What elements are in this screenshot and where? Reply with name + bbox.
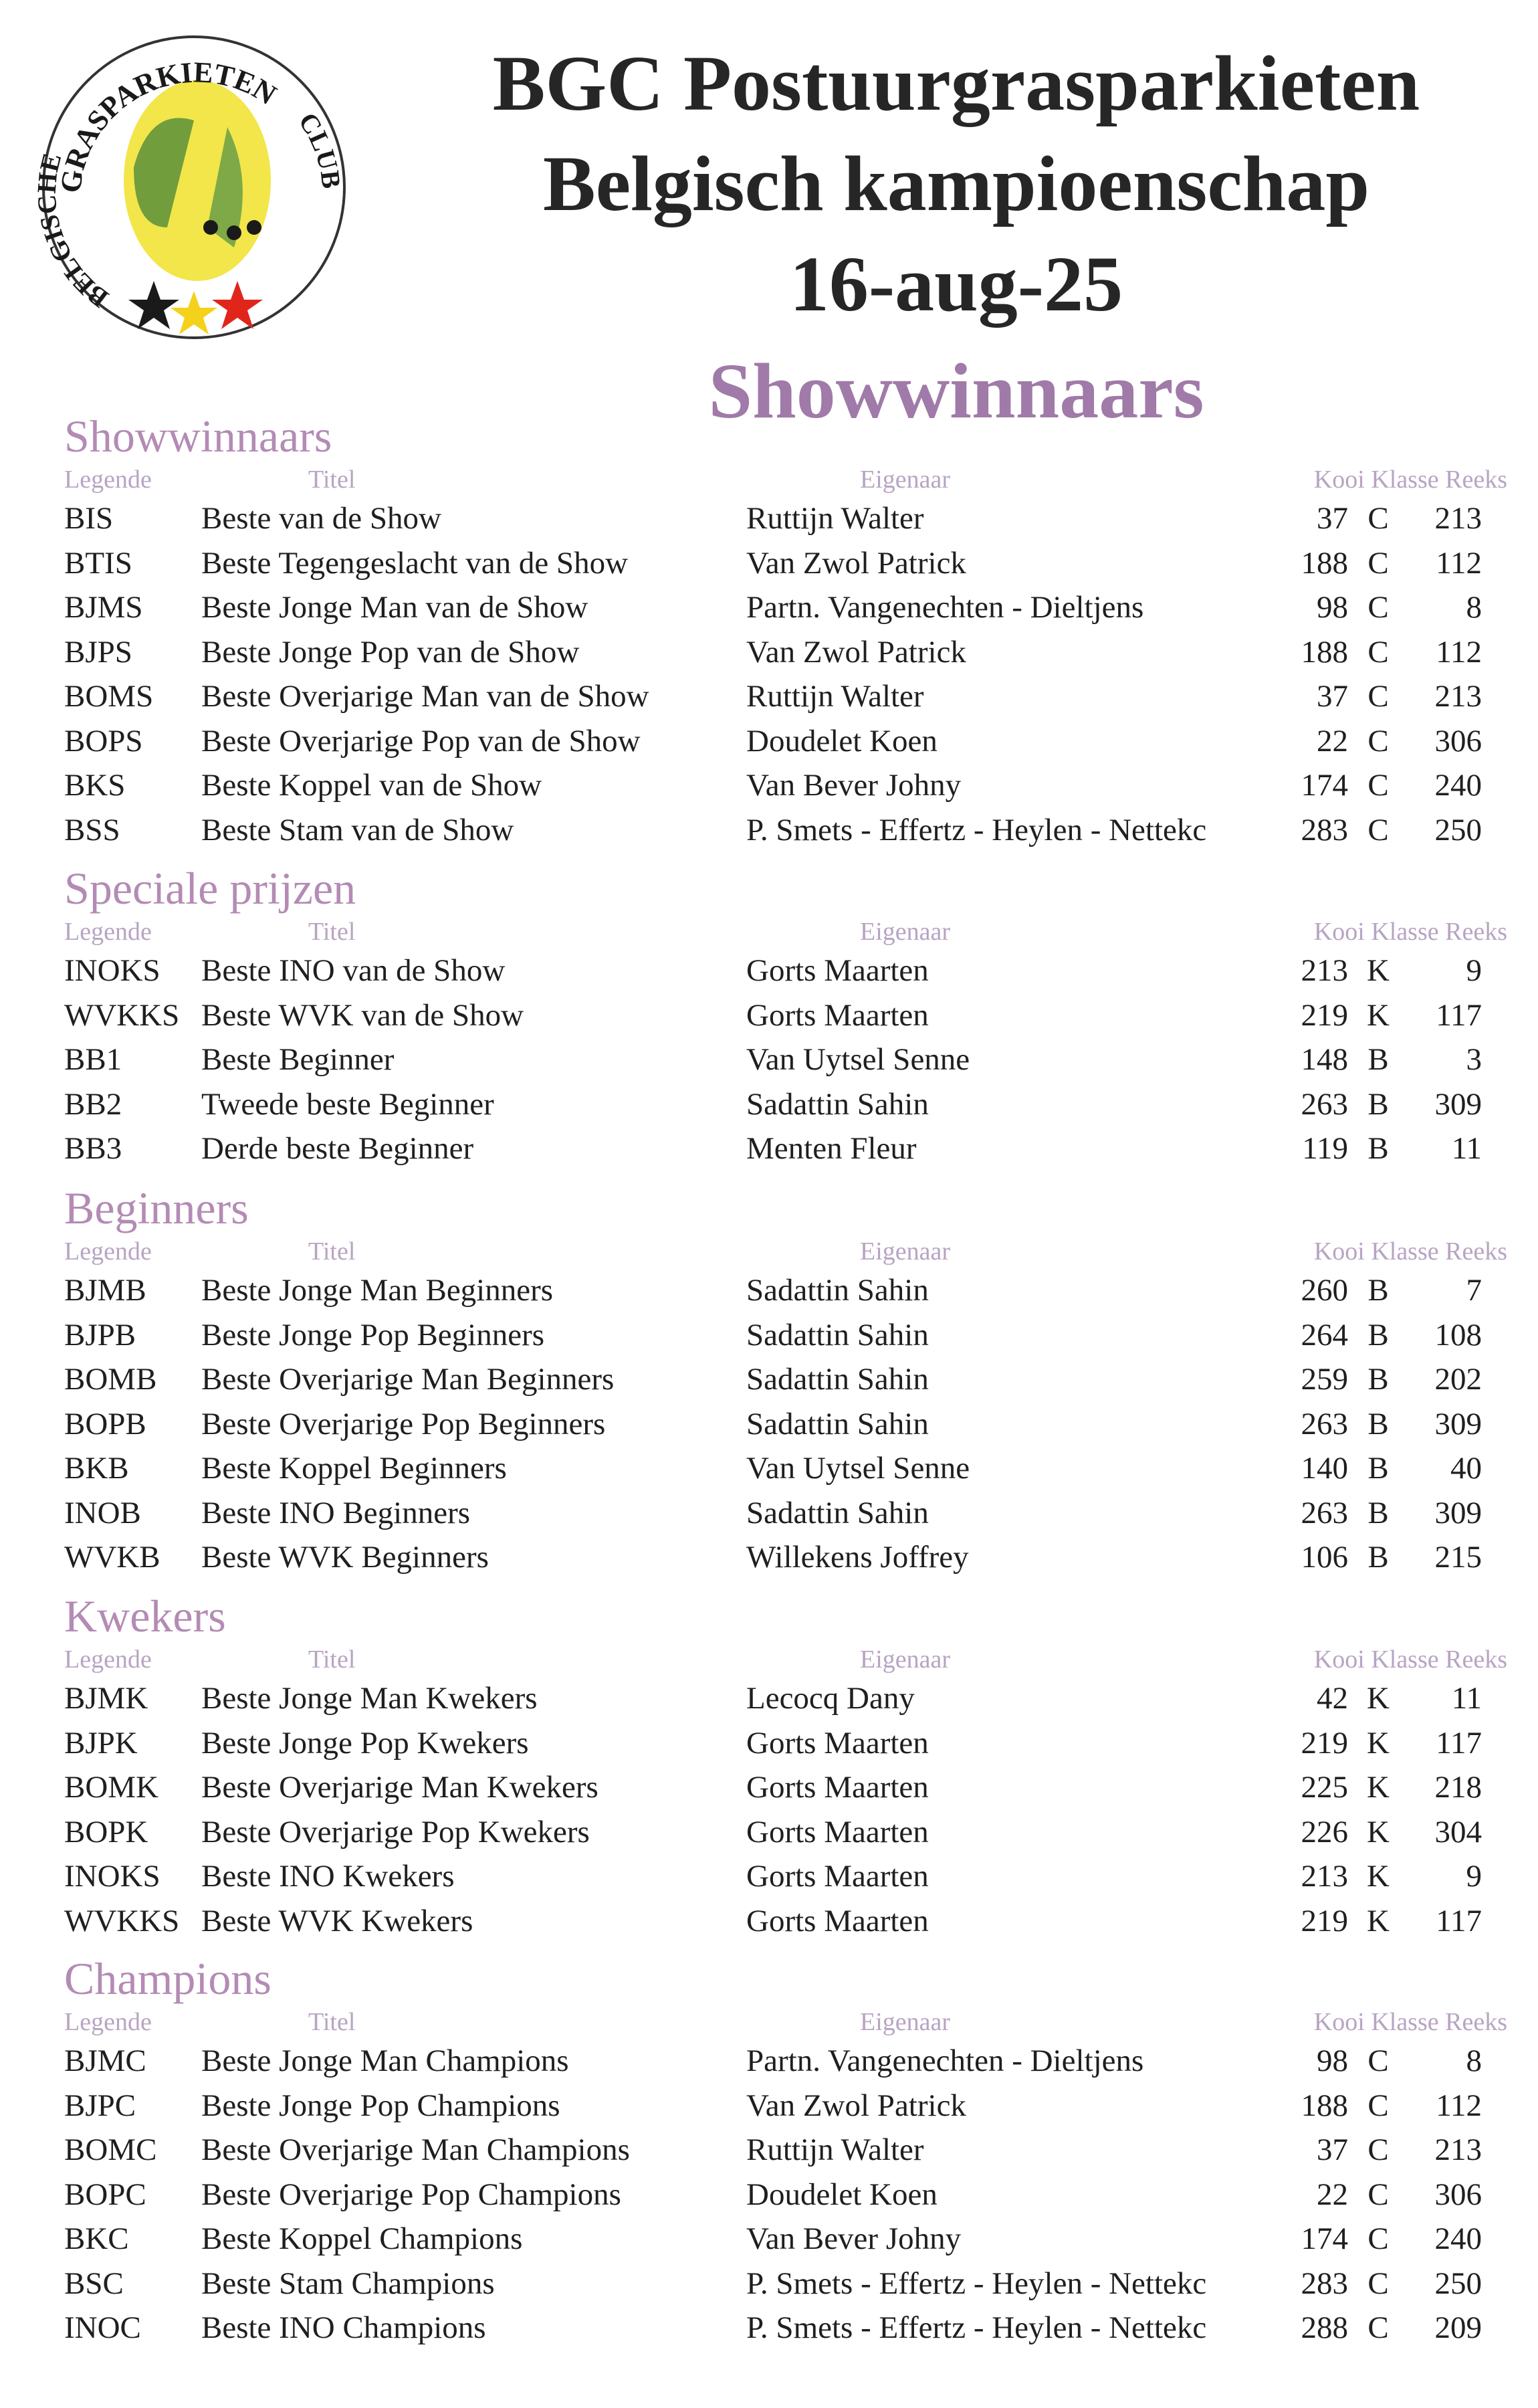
section-title: Showwinnaars bbox=[64, 411, 332, 462]
row-code: BOPK bbox=[64, 1814, 148, 1849]
table-row bbox=[64, 719, 1509, 764]
row-titel: Beste Koppel van de Show bbox=[201, 768, 542, 803]
row-reeks: 117 bbox=[1436, 997, 1482, 1033]
row-reeks: 240 bbox=[1434, 768, 1482, 803]
row-klasse: B bbox=[1367, 1451, 1389, 1486]
row-code: BKB bbox=[64, 1451, 129, 1486]
row-reeks: 306 bbox=[1434, 2177, 1482, 2212]
table-row bbox=[64, 541, 1509, 586]
row-titel: Beste Overjarige Pop van de Show bbox=[201, 723, 641, 759]
row-kooi: 98 bbox=[1317, 2043, 1348, 2078]
row-reeks: 209 bbox=[1434, 2310, 1482, 2345]
row-reeks: 108 bbox=[1434, 1317, 1482, 1352]
row-eigenaar: Gorts Maarten bbox=[746, 1814, 929, 1849]
col-kooi-klasse-reeks: Kooi Klasse Reeks bbox=[1313, 918, 1507, 946]
section-showwinnaars bbox=[64, 409, 1509, 852]
row-eigenaar: Gorts Maarten bbox=[746, 997, 929, 1033]
row-kooi: 263 bbox=[1301, 1406, 1348, 1441]
row-titel: Beste Overjarige Man van de Show bbox=[201, 679, 649, 714]
row-kooi: 283 bbox=[1301, 812, 1348, 847]
row-kooi: 22 bbox=[1317, 723, 1348, 759]
row-kooi: 283 bbox=[1301, 2266, 1348, 2301]
row-kooi: 263 bbox=[1301, 1086, 1348, 1122]
logo-text-top: GRASPARKIETEN bbox=[53, 56, 282, 195]
row-klasse: K bbox=[1367, 1681, 1390, 1716]
row-klasse: K bbox=[1367, 1770, 1390, 1805]
section-kwekers bbox=[64, 1589, 1509, 1943]
row-klasse: C bbox=[1367, 812, 1389, 847]
logo-text-right: CLUB bbox=[292, 107, 347, 191]
row-titel: Beste Stam van de Show bbox=[201, 812, 514, 847]
section-title: Beginners bbox=[64, 1183, 249, 1233]
row-code: BJMB bbox=[64, 1273, 146, 1308]
row-kooi: 22 bbox=[1317, 2177, 1348, 2212]
budgerigar-logo-icon bbox=[33, 27, 354, 348]
row-klasse: C bbox=[1367, 768, 1389, 803]
page-subtitle: Showwinnaars bbox=[708, 347, 1204, 435]
row-kooi: 226 bbox=[1301, 1814, 1348, 1849]
row-titel: Beste Overjarige Pop Beginners bbox=[201, 1406, 606, 1441]
row-kooi: 174 bbox=[1301, 2221, 1348, 2256]
table-row bbox=[64, 2173, 1509, 2217]
row-titel: Beste WVK Beginners bbox=[201, 1540, 489, 1575]
row-eigenaar: Van Zwol Patrick bbox=[746, 2088, 966, 2123]
row-klasse: B bbox=[1367, 1362, 1389, 1397]
table-row bbox=[64, 1765, 1509, 1810]
row-klasse: B bbox=[1367, 1086, 1389, 1122]
table-row bbox=[64, 1126, 1509, 1171]
table-row bbox=[64, 1082, 1509, 1127]
row-kooi: 119 bbox=[1302, 1131, 1348, 1166]
row-eigenaar: Van Uytsel Senne bbox=[746, 1451, 970, 1486]
row-titel: Derde beste Beginner bbox=[201, 1131, 474, 1166]
table-row bbox=[64, 585, 1509, 630]
row-eigenaar: Doudelet Koen bbox=[746, 2177, 938, 2212]
table-row bbox=[64, 808, 1509, 853]
row-titel: Beste van de Show bbox=[201, 501, 441, 536]
table-row bbox=[64, 1037, 1509, 1082]
club-logo bbox=[33, 27, 354, 348]
row-kooi: 98 bbox=[1317, 590, 1348, 625]
row-titel: Beste Stam Champions bbox=[201, 2266, 495, 2301]
row-titel: Beste WVK van de Show bbox=[201, 997, 524, 1033]
section-title: Speciale prijzen bbox=[64, 863, 356, 914]
row-eigenaar: Lecocq Dany bbox=[746, 1681, 915, 1716]
row-code: BJPK bbox=[64, 1725, 138, 1761]
row-reeks: 309 bbox=[1434, 1086, 1482, 1122]
row-eigenaar: P. Smets - Effertz - Heylen - Nettekc bbox=[746, 812, 1207, 847]
col-titel: Titel bbox=[308, 918, 356, 946]
col-titel: Titel bbox=[308, 2008, 356, 2036]
row-code: BJPC bbox=[64, 2088, 136, 2123]
row-code: BSC bbox=[64, 2266, 124, 2301]
row-kooi: 213 bbox=[1301, 1859, 1348, 1894]
row-reeks: 3 bbox=[1466, 1042, 1482, 1077]
row-klasse: C bbox=[1367, 501, 1389, 536]
row-reeks: 309 bbox=[1434, 1406, 1482, 1441]
row-code: BJMS bbox=[64, 590, 143, 625]
row-klasse: C bbox=[1367, 2132, 1389, 2167]
col-titel: Titel bbox=[308, 466, 356, 494]
row-eigenaar: Ruttijn Walter bbox=[746, 679, 924, 714]
row-reeks: 11 bbox=[1451, 1681, 1482, 1716]
row-code: BOPC bbox=[64, 2177, 146, 2212]
row-reeks: 112 bbox=[1436, 2088, 1482, 2123]
row-eigenaar: Van Bever Johny bbox=[746, 768, 962, 803]
section-speciale-prijzen bbox=[64, 862, 1509, 1171]
row-reeks: 309 bbox=[1434, 1495, 1482, 1530]
table-row bbox=[64, 2128, 1509, 2173]
row-titel: Beste Koppel Champions bbox=[201, 2221, 523, 2256]
row-eigenaar: Menten Fleur bbox=[746, 1131, 917, 1166]
row-titel: Beste WVK Kwekers bbox=[201, 1903, 473, 1938]
table-row bbox=[64, 1402, 1509, 1447]
row-titel: Beste Overjarige Pop Champions bbox=[201, 2177, 621, 2212]
row-titel: Beste Overjarige Man Champions bbox=[201, 2132, 630, 2167]
row-titel: Beste Jonge Pop van de Show bbox=[201, 634, 580, 670]
row-kooi: 219 bbox=[1301, 997, 1348, 1033]
section-title: Champions bbox=[64, 1953, 271, 2004]
row-code: BOPB bbox=[64, 1406, 146, 1441]
row-eigenaar: Van Zwol Patrick bbox=[746, 545, 966, 581]
table-row bbox=[64, 2217, 1509, 2262]
row-klasse: C bbox=[1367, 2221, 1389, 2256]
row-klasse: C bbox=[1367, 2043, 1389, 2078]
row-code: BKC bbox=[64, 2221, 129, 2256]
row-klasse: C bbox=[1367, 723, 1389, 759]
row-titel: Beste Jonge Pop Beginners bbox=[201, 1317, 545, 1352]
row-eigenaar: P. Smets - Effertz - Heylen - Nettekc bbox=[746, 2310, 1207, 2345]
row-reeks: 112 bbox=[1436, 545, 1482, 581]
row-code: BSS bbox=[64, 812, 120, 847]
row-titel: Beste Jonge Man Kwekers bbox=[201, 1681, 538, 1716]
col-kooi-klasse-reeks: Kooi Klasse Reeks bbox=[1313, 2008, 1507, 2036]
section-title: Kwekers bbox=[64, 1591, 226, 1641]
row-eigenaar: Gorts Maarten bbox=[746, 1725, 929, 1761]
table-row bbox=[64, 1854, 1509, 1899]
row-kooi: 37 bbox=[1317, 679, 1348, 714]
col-kooi-klasse-reeks: Kooi Klasse Reeks bbox=[1313, 1645, 1507, 1674]
table-row bbox=[64, 496, 1509, 541]
row-reeks: 7 bbox=[1466, 1273, 1482, 1308]
row-kooi: 37 bbox=[1317, 2132, 1348, 2167]
row-eigenaar: Partn. Vangenechten - Dieltjens bbox=[746, 590, 1144, 625]
row-eigenaar: Partn. Vangenechten - Dieltjens bbox=[746, 2043, 1144, 2078]
row-klasse: C bbox=[1367, 634, 1389, 670]
row-code: BJPB bbox=[64, 1317, 136, 1352]
row-klasse: K bbox=[1367, 997, 1390, 1033]
row-kooi: 264 bbox=[1301, 1317, 1348, 1352]
table-row bbox=[64, 1535, 1509, 1580]
row-code: INOKS bbox=[64, 953, 160, 988]
row-reeks: 8 bbox=[1466, 2043, 1482, 2078]
row-reeks: 117 bbox=[1436, 1903, 1482, 1938]
col-titel: Titel bbox=[308, 1237, 356, 1266]
row-kooi: 37 bbox=[1317, 501, 1348, 536]
table-row bbox=[64, 2306, 1509, 2350]
row-code: BKS bbox=[64, 768, 126, 803]
row-eigenaar: Van Uytsel Senne bbox=[746, 1042, 970, 1077]
row-kooi: 225 bbox=[1301, 1770, 1348, 1805]
row-code: INOB bbox=[64, 1495, 141, 1530]
row-titel: Beste Jonge Man Beginners bbox=[201, 1273, 554, 1308]
row-titel: Beste Overjarige Pop Kwekers bbox=[201, 1814, 590, 1849]
row-titel: Tweede beste Beginner bbox=[201, 1086, 494, 1122]
page-date: 16-aug-25 bbox=[789, 240, 1123, 328]
col-titel: Titel bbox=[308, 1645, 356, 1674]
col-legende: Legende bbox=[64, 1237, 152, 1266]
row-kooi: 174 bbox=[1301, 768, 1348, 803]
row-titel: Beste Jonge Man van de Show bbox=[201, 590, 588, 625]
table-row bbox=[64, 1676, 1509, 1721]
row-reeks: 215 bbox=[1434, 1540, 1482, 1575]
row-klasse: C bbox=[1367, 2088, 1389, 2123]
row-titel: Beste Overjarige Man Kwekers bbox=[201, 1770, 598, 1805]
row-kooi: 188 bbox=[1301, 634, 1348, 670]
row-reeks: 304 bbox=[1434, 1814, 1482, 1849]
row-code: INOC bbox=[64, 2310, 141, 2345]
row-titel: Beste Beginner bbox=[201, 1042, 395, 1077]
row-eigenaar: Sadattin Sahin bbox=[746, 1362, 929, 1397]
row-titel: Beste INO Champions bbox=[201, 2310, 486, 2345]
row-kooi: 260 bbox=[1301, 1273, 1348, 1308]
row-code: BJPS bbox=[64, 634, 132, 670]
table-row bbox=[64, 2262, 1509, 2306]
row-kooi: 106 bbox=[1301, 1540, 1348, 1575]
row-reeks: 202 bbox=[1434, 1362, 1482, 1397]
row-kooi: 188 bbox=[1301, 545, 1348, 581]
col-legende: Legende bbox=[64, 918, 152, 946]
row-reeks: 112 bbox=[1436, 634, 1482, 670]
row-klasse: B bbox=[1367, 1317, 1389, 1352]
col-eigenaar: Eigenaar bbox=[860, 2008, 951, 2036]
row-titel: Beste Koppel Beginners bbox=[201, 1451, 507, 1486]
col-eigenaar: Eigenaar bbox=[860, 1237, 951, 1266]
row-code: BB3 bbox=[64, 1131, 122, 1166]
row-kooi: 188 bbox=[1301, 2088, 1348, 2123]
row-titel: Beste Jonge Man Champions bbox=[201, 2043, 569, 2078]
row-reeks: 8 bbox=[1466, 590, 1482, 625]
row-eigenaar: Gorts Maarten bbox=[746, 953, 929, 988]
row-code: WVKB bbox=[64, 1540, 160, 1575]
row-reeks: 11 bbox=[1451, 1131, 1482, 1166]
table-row bbox=[64, 948, 1509, 993]
row-reeks: 250 bbox=[1434, 2266, 1482, 2301]
row-eigenaar: Sadattin Sahin bbox=[746, 1495, 929, 1530]
table-row bbox=[64, 2084, 1509, 2128]
logo-text-left: BELGISCHE bbox=[33, 150, 114, 314]
row-code: BJMK bbox=[64, 1681, 148, 1716]
row-titel: Beste INO Kwekers bbox=[201, 1859, 455, 1894]
col-kooi-klasse-reeks: Kooi Klasse Reeks bbox=[1313, 1237, 1507, 1266]
row-klasse: K bbox=[1367, 1725, 1390, 1761]
table-row bbox=[64, 1721, 1509, 1766]
table-row bbox=[64, 630, 1509, 675]
row-reeks: 117 bbox=[1436, 1725, 1482, 1761]
row-eigenaar: Willekens Joffrey bbox=[746, 1540, 969, 1575]
row-eigenaar: Gorts Maarten bbox=[746, 1859, 929, 1894]
table-row bbox=[64, 1491, 1509, 1536]
row-code: BOMS bbox=[64, 679, 154, 714]
row-kooi: 263 bbox=[1301, 1495, 1348, 1530]
row-titel: Beste INO Beginners bbox=[201, 1495, 471, 1530]
row-eigenaar: Doudelet Koen bbox=[746, 723, 938, 759]
row-code: BB2 bbox=[64, 1086, 122, 1122]
table-row bbox=[64, 2039, 1509, 2084]
row-klasse: C bbox=[1367, 2266, 1389, 2301]
row-reeks: 250 bbox=[1434, 812, 1482, 847]
row-kooi: 213 bbox=[1301, 953, 1348, 988]
row-kooi: 148 bbox=[1301, 1042, 1348, 1077]
row-eigenaar: Sadattin Sahin bbox=[746, 1317, 929, 1352]
row-reeks: 9 bbox=[1466, 1859, 1482, 1894]
row-code: WVKKS bbox=[64, 997, 180, 1033]
row-eigenaar: Gorts Maarten bbox=[746, 1903, 929, 1938]
row-code: BOMB bbox=[64, 1362, 157, 1397]
row-code: BOPS bbox=[64, 723, 143, 759]
table-row bbox=[64, 1268, 1509, 1313]
row-eigenaar: Sadattin Sahin bbox=[746, 1273, 929, 1308]
col-eigenaar: Eigenaar bbox=[860, 918, 951, 946]
row-klasse: C bbox=[1367, 590, 1389, 625]
table-row bbox=[64, 1899, 1509, 1944]
table-row bbox=[64, 1313, 1509, 1358]
section-champions bbox=[64, 1952, 1509, 2350]
page-header bbox=[374, 33, 1538, 441]
row-reeks: 213 bbox=[1434, 679, 1482, 714]
row-reeks: 40 bbox=[1450, 1451, 1482, 1486]
table-row bbox=[64, 993, 1509, 1038]
row-eigenaar: Sadattin Sahin bbox=[746, 1086, 929, 1122]
page-title: BGC Postuurgrasparkieten bbox=[492, 39, 1420, 127]
column-header bbox=[64, 1235, 1509, 1268]
row-klasse: B bbox=[1367, 1273, 1389, 1308]
row-code: BJMC bbox=[64, 2043, 146, 2078]
row-klasse: B bbox=[1367, 1540, 1389, 1575]
column-header bbox=[64, 915, 1509, 948]
row-klasse: C bbox=[1367, 2177, 1389, 2212]
row-titel: Beste Jonge Pop Champions bbox=[201, 2088, 560, 2123]
column-header bbox=[64, 1643, 1509, 1676]
row-reeks: 306 bbox=[1434, 723, 1482, 759]
column-header bbox=[64, 463, 1509, 496]
row-code: BB1 bbox=[64, 1042, 122, 1077]
row-eigenaar: P. Smets - Effertz - Heylen - Nettekc bbox=[746, 2266, 1207, 2301]
row-klasse: B bbox=[1367, 1131, 1389, 1166]
row-reeks: 213 bbox=[1434, 501, 1482, 536]
table-row bbox=[64, 1357, 1509, 1402]
row-reeks: 9 bbox=[1466, 953, 1482, 988]
row-klasse: B bbox=[1367, 1495, 1389, 1530]
row-code: BOMC bbox=[64, 2132, 157, 2167]
col-kooi-klasse-reeks: Kooi Klasse Reeks bbox=[1313, 466, 1507, 494]
row-klasse: C bbox=[1367, 545, 1389, 581]
row-titel: Beste Jonge Pop Kwekers bbox=[201, 1725, 529, 1761]
row-eigenaar: Ruttijn Walter bbox=[746, 501, 924, 536]
row-kooi: 288 bbox=[1301, 2310, 1348, 2345]
row-eigenaar: Ruttijn Walter bbox=[746, 2132, 924, 2167]
table-row bbox=[64, 1810, 1509, 1855]
row-eigenaar: Gorts Maarten bbox=[746, 1770, 929, 1805]
section-beginners bbox=[64, 1181, 1509, 1580]
row-kooi: 42 bbox=[1317, 1681, 1348, 1716]
row-reeks: 213 bbox=[1434, 2132, 1482, 2167]
table-row bbox=[64, 674, 1509, 719]
column-header bbox=[64, 2005, 1509, 2039]
row-titel: Beste Tegengeslacht van de Show bbox=[201, 545, 629, 581]
col-eigenaar: Eigenaar bbox=[860, 1645, 951, 1674]
col-legende: Legende bbox=[64, 1645, 152, 1674]
row-klasse: K bbox=[1367, 1859, 1390, 1894]
row-code: INOKS bbox=[64, 1859, 160, 1894]
row-klasse: B bbox=[1367, 1042, 1389, 1077]
row-eigenaar: Van Bever Johny bbox=[746, 2221, 962, 2256]
row-kooi: 219 bbox=[1301, 1903, 1348, 1938]
row-titel: Beste Overjarige Man Beginners bbox=[201, 1362, 615, 1397]
row-kooi: 259 bbox=[1301, 1362, 1348, 1397]
col-legende: Legende bbox=[64, 466, 152, 494]
row-code: BTIS bbox=[64, 545, 132, 581]
row-klasse: K bbox=[1367, 953, 1390, 988]
table-row bbox=[64, 763, 1509, 808]
row-eigenaar: Van Zwol Patrick bbox=[746, 634, 966, 670]
table-row bbox=[64, 1446, 1509, 1491]
row-reeks: 218 bbox=[1434, 1770, 1482, 1805]
page-subtitle-event: Belgisch kampioenschap bbox=[543, 140, 1369, 227]
row-klasse: C bbox=[1367, 2310, 1389, 2345]
row-klasse: K bbox=[1367, 1903, 1390, 1938]
row-code: WVKKS bbox=[64, 1903, 180, 1938]
row-kooi: 219 bbox=[1301, 1725, 1348, 1761]
row-titel: Beste INO van de Show bbox=[201, 953, 506, 988]
row-code: BIS bbox=[64, 501, 114, 536]
row-code: BOMK bbox=[64, 1770, 159, 1805]
row-eigenaar: Sadattin Sahin bbox=[746, 1406, 929, 1441]
row-klasse: B bbox=[1367, 1406, 1389, 1441]
col-legende: Legende bbox=[64, 2008, 152, 2036]
col-eigenaar: Eigenaar bbox=[860, 466, 951, 494]
row-klasse: K bbox=[1367, 1814, 1390, 1849]
row-klasse: C bbox=[1367, 679, 1389, 714]
row-kooi: 140 bbox=[1301, 1451, 1348, 1486]
row-reeks: 240 bbox=[1434, 2221, 1482, 2256]
